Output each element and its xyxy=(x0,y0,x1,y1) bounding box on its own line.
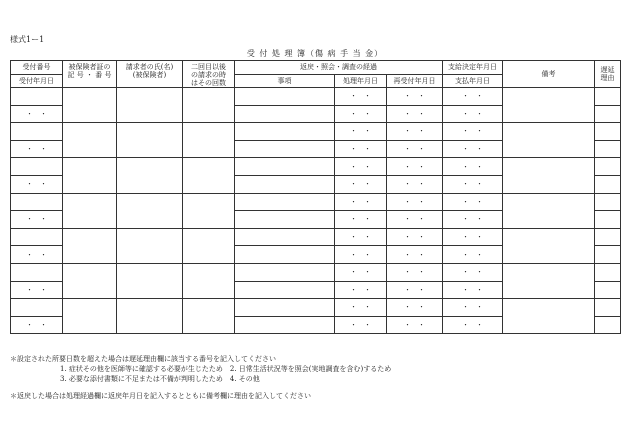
receipt-date-cell[interactable]: ・ ・ xyxy=(11,246,63,264)
receipt-date-cell[interactable]: ・ ・ xyxy=(11,281,63,299)
matter-cell[interactable] xyxy=(235,211,335,229)
re-receipt-date-cell[interactable]: ・ ・ xyxy=(387,263,443,281)
matter-cell[interactable] xyxy=(235,246,335,264)
delay-reason-cell[interactable] xyxy=(595,140,621,158)
claim-count-cell[interactable] xyxy=(183,228,235,263)
header-matter: 事項 xyxy=(235,74,335,88)
table-row xyxy=(11,228,621,246)
header-insured-card-no-line1: 被保険者証の xyxy=(68,63,111,71)
remarks-cell[interactable] xyxy=(503,88,595,123)
delay-reason-cell[interactable] xyxy=(595,88,621,106)
payment-date-cell[interactable]: ・ ・ xyxy=(443,316,503,334)
receipt-date-cell[interactable]: ・ ・ xyxy=(11,105,63,123)
payment-date-cell[interactable]: ・ ・ xyxy=(443,105,503,123)
re-receipt-date-cell[interactable]: ・ ・ xyxy=(387,123,443,141)
processing-date-cell[interactable]: ・ ・ xyxy=(335,88,387,106)
receipt-no-cell[interactable] xyxy=(11,158,63,176)
re-receipt-date-cell[interactable]: ・ ・ xyxy=(387,281,443,299)
header-remarks: 備考 xyxy=(503,61,595,88)
header-claimant-name xyxy=(117,61,183,88)
insured-card-no-cell[interactable] xyxy=(63,299,117,334)
re-receipt-date-cell[interactable]: ・ ・ xyxy=(387,158,443,176)
receipt-date-cell[interactable]: ・ ・ xyxy=(11,140,63,158)
form-id: 様式1ー1 xyxy=(10,35,45,44)
note-return-instruction: ＊返戻した場合は処理経過欄に返戻年月日を記入するとともに備考欄に理由を記入してください xyxy=(10,392,311,400)
remarks-cell[interactable] xyxy=(503,263,595,298)
table-row xyxy=(11,263,621,281)
receipt-no-cell[interactable] xyxy=(11,299,63,317)
re-receipt-date-cell[interactable]: ・ ・ xyxy=(387,316,443,334)
note-delay-reasons-1-2: 1. 症状その他を医師等に確認する必要が生じたため 2. 日常生活状況等を照会(実地調査を含む)するため xyxy=(60,365,392,373)
claim-count-cell[interactable] xyxy=(183,193,235,228)
delay-reason-cell[interactable] xyxy=(595,211,621,229)
matter-cell[interactable] xyxy=(235,299,335,317)
matter-cell[interactable] xyxy=(235,316,335,334)
re-receipt-date-cell[interactable]: ・ ・ xyxy=(387,105,443,123)
re-receipt-date-cell[interactable]: ・ ・ xyxy=(387,193,443,211)
claim-count-cell[interactable] xyxy=(183,158,235,193)
receipt-no-cell[interactable] xyxy=(11,123,63,141)
header-claim-count-line2: の請求の時 xyxy=(191,71,226,79)
header-claim-count xyxy=(183,61,235,88)
claim-count-cell[interactable] xyxy=(183,123,235,158)
payment-date-cell[interactable]: ・ ・ xyxy=(443,246,503,264)
header-claimant-name-line2: (被保険者) xyxy=(132,71,167,79)
header-payment-date: 支払年月日 xyxy=(443,74,503,88)
header-receipt-no: 受付番号 xyxy=(11,61,63,75)
matter-cell[interactable] xyxy=(235,281,335,299)
remarks-cell[interactable] xyxy=(503,158,595,193)
re-receipt-date-cell[interactable]: ・ ・ xyxy=(387,246,443,264)
matter-cell[interactable] xyxy=(235,123,335,141)
register-body xyxy=(11,88,621,334)
processing-date-cell[interactable]: ・ ・ xyxy=(335,246,387,264)
header-re-receipt-date: 再受付年月日 xyxy=(387,74,443,88)
table-row xyxy=(11,88,621,106)
insured-card-no-cell[interactable] xyxy=(63,88,117,123)
matter-cell[interactable] xyxy=(235,175,335,193)
insured-card-no-cell[interactable] xyxy=(63,228,117,263)
header-processing-date: 処理年月日 xyxy=(335,74,387,88)
payment-date-cell[interactable]: ・ ・ xyxy=(443,88,503,106)
claimant-name-cell[interactable] xyxy=(117,88,183,123)
reception-register-table xyxy=(10,60,621,334)
processing-date-cell[interactable]: ・ ・ xyxy=(335,228,387,246)
payment-date-cell[interactable]: ・ ・ xyxy=(443,263,503,281)
receipt-no-cell[interactable] xyxy=(11,228,63,246)
delay-reason-cell[interactable] xyxy=(595,105,621,123)
claimant-name-cell[interactable] xyxy=(117,158,183,193)
remarks-cell[interactable] xyxy=(503,299,595,334)
re-receipt-date-cell[interactable]: ・ ・ xyxy=(387,211,443,229)
matter-cell[interactable] xyxy=(235,263,335,281)
payment-date-cell[interactable]: ・ ・ xyxy=(443,299,503,317)
payment-date-cell[interactable]: ・ ・ xyxy=(443,211,503,229)
processing-date-cell[interactable]: ・ ・ xyxy=(335,175,387,193)
delay-reason-cell[interactable] xyxy=(595,193,621,211)
insured-card-no-cell[interactable] xyxy=(63,158,117,193)
receipt-no-cell[interactable] xyxy=(11,263,63,281)
header-insured-card-no-line2: 記 号 ・ 番 号 xyxy=(67,71,112,79)
table-row xyxy=(11,299,621,317)
table-row xyxy=(11,193,621,211)
payment-date-cell[interactable]: ・ ・ xyxy=(443,281,503,299)
claim-count-cell[interactable] xyxy=(183,263,235,298)
matter-cell[interactable] xyxy=(235,105,335,123)
processing-date-cell[interactable]: ・ ・ xyxy=(335,299,387,317)
matter-cell[interactable] xyxy=(235,140,335,158)
processing-date-cell[interactable]: ・ ・ xyxy=(335,123,387,141)
delay-reason-cell[interactable] xyxy=(595,316,621,334)
payment-date-cell[interactable]: ・ ・ xyxy=(443,228,503,246)
delay-reason-cell[interactable] xyxy=(595,246,621,264)
receipt-date-cell[interactable]: ・ ・ xyxy=(11,211,63,229)
remarks-cell[interactable] xyxy=(503,123,595,158)
receipt-date-cell[interactable]: ・ ・ xyxy=(11,175,63,193)
insured-card-no-cell[interactable] xyxy=(63,263,117,298)
header-claim-count-line3: はその回数 xyxy=(191,79,226,87)
receipt-no-cell[interactable] xyxy=(11,88,63,106)
processing-date-cell[interactable]: ・ ・ xyxy=(335,140,387,158)
insured-card-no-cell[interactable] xyxy=(63,193,117,228)
matter-cell[interactable] xyxy=(235,193,335,211)
claimant-name-cell[interactable] xyxy=(117,299,183,334)
header-delay-reason xyxy=(595,61,621,88)
remarks-cell[interactable] xyxy=(503,228,595,263)
claimant-name-cell[interactable] xyxy=(117,123,183,158)
payment-date-cell[interactable]: ・ ・ xyxy=(443,158,503,176)
header-progress-group: 返戻・照会・調査の経過 xyxy=(235,61,443,75)
processing-date-cell[interactable]: ・ ・ xyxy=(335,211,387,229)
delay-reason-cell[interactable] xyxy=(595,175,621,193)
matter-cell[interactable] xyxy=(235,88,335,106)
claimant-name-cell[interactable] xyxy=(117,263,183,298)
claimant-name-cell[interactable] xyxy=(117,228,183,263)
processing-date-cell[interactable]: ・ ・ xyxy=(335,263,387,281)
note-delay-instruction: ＊設定された所要日数を超えた場合は遅延理由欄に該当する番号を記入してください xyxy=(10,355,276,363)
payment-date-cell[interactable]: ・ ・ xyxy=(443,140,503,158)
header-insured-card-no xyxy=(63,61,117,88)
processing-date-cell[interactable]: ・ ・ xyxy=(335,193,387,211)
delay-reason-cell[interactable] xyxy=(595,299,621,317)
matter-cell[interactable] xyxy=(235,158,335,176)
delay-reason-cell[interactable] xyxy=(595,228,621,246)
insured-card-no-cell[interactable] xyxy=(63,123,117,158)
claimant-name-cell[interactable] xyxy=(117,193,183,228)
document-title: 受 付 処 理 簿（傷 病 手 当 金） xyxy=(246,49,384,58)
processing-date-cell[interactable]: ・ ・ xyxy=(335,281,387,299)
delay-reason-cell[interactable] xyxy=(595,123,621,141)
header-delay-reason-line2: 理由 xyxy=(600,74,615,82)
claim-count-cell[interactable] xyxy=(183,299,235,334)
table-row xyxy=(11,158,621,176)
re-receipt-date-cell[interactable]: ・ ・ xyxy=(387,88,443,106)
processing-date-cell[interactable]: ・ ・ xyxy=(335,158,387,176)
header-receipt-date: 受付年月日 xyxy=(11,74,63,88)
payment-date-cell[interactable]: ・ ・ xyxy=(443,175,503,193)
delay-reason-cell[interactable] xyxy=(595,281,621,299)
receipt-date-cell[interactable]: ・ ・ xyxy=(11,316,63,334)
re-receipt-date-cell[interactable]: ・ ・ xyxy=(387,299,443,317)
receipt-no-cell[interactable] xyxy=(11,193,63,211)
remarks-cell[interactable] xyxy=(503,193,595,228)
re-receipt-date-cell[interactable]: ・ ・ xyxy=(387,228,443,246)
processing-date-cell[interactable]: ・ ・ xyxy=(335,105,387,123)
note-delay-reasons-3-4: 3. 必要な添付書類に不足または不備が判明したため 4. その他 xyxy=(60,375,260,383)
delay-reason-cell[interactable] xyxy=(595,263,621,281)
table-row xyxy=(11,123,621,141)
claim-count-cell[interactable] xyxy=(183,88,235,123)
header-decision-date: 支給決定年月日 xyxy=(443,61,503,75)
re-receipt-date-cell[interactable]: ・ ・ xyxy=(387,140,443,158)
header-claimant-name-line1: 請求者の氏(名) xyxy=(125,63,174,71)
header-delay-reason-line1: 遅延 xyxy=(600,66,615,74)
processing-date-cell[interactable]: ・ ・ xyxy=(335,316,387,334)
delay-reason-cell[interactable] xyxy=(595,158,621,176)
re-receipt-date-cell[interactable]: ・ ・ xyxy=(387,175,443,193)
payment-date-cell[interactable]: ・ ・ xyxy=(443,193,503,211)
payment-date-cell[interactable]: ・ ・ xyxy=(443,123,503,141)
matter-cell[interactable] xyxy=(235,228,335,246)
header-claim-count-line1: 二回目以後 xyxy=(191,63,226,71)
